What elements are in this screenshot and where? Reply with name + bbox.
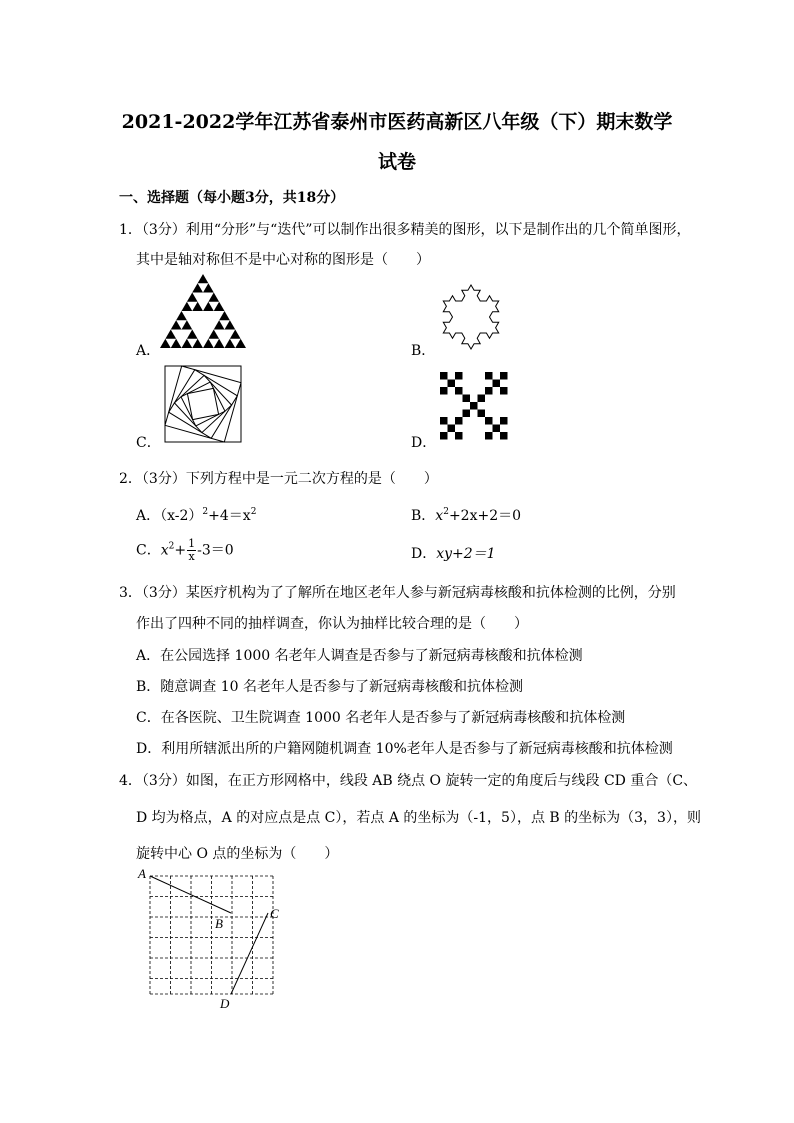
q4-stem-line1: 4．（3分）如图，在正方形网格中，线段 AB 绕点 O 旋转一定的角度后与线段 CD 重合（C、 [119,773,698,789]
q2-option-c-plus: + [174,542,187,559]
q2-stem: 2．（3分）下列方程中是一元二次方程的是（ ） [119,471,438,487]
q1-figure-d-checker-pattern [440,372,510,442]
q2-option-a-exp2: 2 [250,507,257,517]
q2-option-c-x: x [160,542,169,559]
q1-option-d-label: D． [411,435,437,451]
q2-option-b-rest: +2x+2＝0 [448,508,522,524]
q1-figure-c-nested-squares [163,364,243,444]
section-heading: 一、选择题（每小题3分，共18分） [119,190,345,206]
q2-option-b-exp: 2 [443,507,449,517]
q1-option-b-label: B． [411,343,436,359]
q3-stem-line1: 3．（3分）某医疗机构为了了解所在地区老年人参与新冠病毒核酸和抗体检测的比例，分别 [119,585,676,601]
q2-option-c [136,538,234,563]
q2-option-c-label: C． [136,542,161,559]
q4-segment-cd [231,913,268,994]
q2-option-c-numerator: 1 [188,537,196,550]
q2-option-a-pre: （x-2） [160,508,203,524]
q4-point-b-label: B [215,916,223,931]
q4-point-c-label: C [270,906,279,921]
q1-stem-line2: 其中是轴对称但不是中心对称的图形是（ ） [136,252,430,268]
q1-option-c-label: C． [136,435,161,451]
q1-stem-line1: 1．（3分）利用“分形”与“迭代”可以制作出很多精美的图形，以下是制作出的几个简单图形， [119,222,691,238]
q4-grid-figure [136,866,286,1011]
q3-option-d: D．利用所辖派出所的户籍网随机调查 10%老年人是否参与了新冠病毒核酸和抗体检测 [136,741,673,757]
q2-option-d [411,543,496,563]
q2-option-a-mid: +4＝x [208,508,251,524]
q2-option-a-label: A． [136,508,161,524]
q2-option-b [411,505,521,525]
q4-stem-line2: D 均为格点，A 的对应点是点 C），若点 A 的坐标为（-1，5），点 B 的坐标为（3，3），则 [136,810,701,826]
q4-stem-line3: 旋转中心 O 点的坐标为（ ） [136,846,339,862]
q2-option-b-x: x [435,508,444,524]
q4-point-d-label: D [220,996,230,1011]
q3-option-c: C．在各医院、卫生院调查 1000 名老年人是否参与了新冠病毒核酸和抗体检测 [136,710,626,726]
q3-stem-line2: 作出了四种不同的抽样调查，你认为抽样比较合理的是（ ） [136,616,528,632]
q4-point-a-label: A [138,866,146,881]
q1-figure-b-koch-snowflake [432,277,510,355]
q3-option-a: A．在公园选择 1000 名老年人调查是否参与了新冠病毒核酸和抗体检测 [136,648,583,664]
q2-option-c-rest: -3＝0 [197,542,234,559]
q1-figure-a-sierpinski [158,272,248,352]
q2-option-c-fraction [187,538,196,563]
exam-title-line1: 2021-2022学年江苏省泰州市医药高新区八年级（下）期末数学 [121,111,673,133]
q2-option-c-exp: 2 [168,541,175,552]
q2-option-d-label: D． [411,546,437,562]
q4-segment-ab [150,876,231,913]
q2-option-c-denominator: x [188,550,195,563]
q1-option-a-label: A． [136,343,161,359]
exam-title-line2: 试卷 [377,151,416,173]
q3-option-b: B．随意调查 10 名老年人是否参与了新冠病毒核酸和抗体检测 [136,679,524,695]
q2-option-d-text: xy+2＝1 [436,546,496,562]
q2-option-b-label: B． [411,508,436,524]
q2-option-a-exp1: 2 [202,507,209,517]
q2-option-a [136,505,256,525]
